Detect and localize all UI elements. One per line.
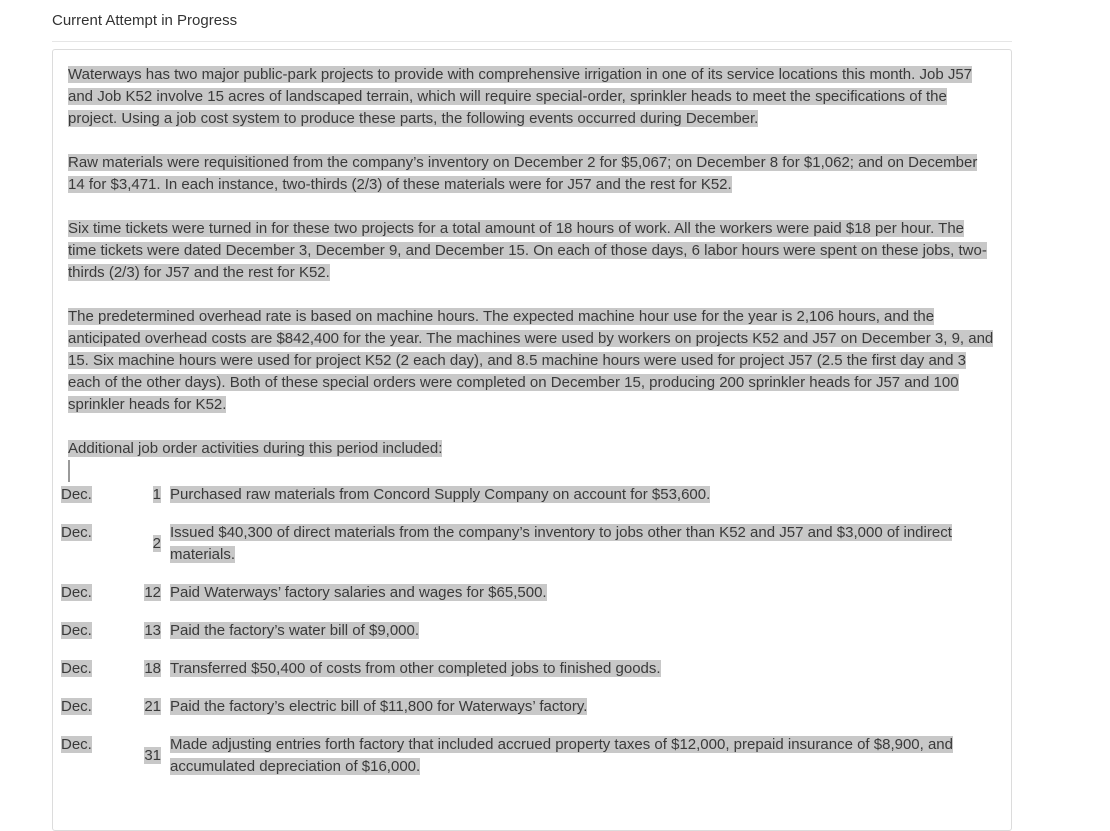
activity-month: Dec.	[61, 584, 92, 601]
problem-paragraph	[68, 218, 996, 284]
activity-month: Dec.	[61, 622, 92, 639]
table-row	[61, 658, 980, 696]
activity-day: 13	[144, 622, 161, 639]
problem-paragraph	[68, 306, 996, 416]
activity-description: Paid the factory’s water bill of $9,000.	[170, 622, 420, 639]
activity-month: Dec.	[61, 486, 92, 503]
paragraph-text: The predetermined overhead rate is based on machine hours. The expected machine hour use for the year is 2,106 hours, and the anticipated overhead costs are $842,400 for the year. The machines were used by workers on projects K52 and J57 on December 3, 9, and 15. Six machine hours were used for project K52 (2 each day), and 8.5 machine hours were used for project J57 (2.5 the first day and 3 each of the other days). Both of these special orders were completed on December 15, producing 200 sprinkler heads for J57 and 100 sprinkler heads for K52.	[68, 308, 994, 413]
activity-day: 18	[144, 660, 161, 677]
problem-text[interactable]	[68, 64, 996, 482]
activity-month: Dec.	[61, 660, 92, 677]
page-header	[52, 0, 1012, 42]
activity-month: Dec.	[61, 524, 92, 541]
activity-description: Paid the factory’s electric bill of $11,800 for Waterways’ factory.	[170, 698, 588, 715]
table-row	[61, 696, 980, 734]
problem-paragraph	[68, 438, 996, 460]
activity-description: Made adjusting entries forth factory that included accrued property taxes of $12,000, prepaid insurance of $8,900, and accumulated depreciation of $16,000.	[170, 736, 953, 775]
paragraph-text: Additional job order activities during this period included:	[68, 440, 443, 457]
paragraph-text: Waterways has two major public-park projects to provide with comprehensive irrigation in one of its service locations this month. Job J57 and Job K52 involve 15 acres of landscaped terrain, which will require special-order, sprinkler heads to meet the specifications of the project. Using a job cost system to produce these parts, the following events occurred during December.	[68, 66, 973, 127]
activity-day: 1	[152, 486, 161, 503]
activity-month: Dec.	[61, 698, 92, 715]
activity-day: 21	[144, 698, 161, 715]
activity-month: Dec.	[61, 736, 92, 753]
problem-paragraph	[68, 152, 996, 196]
paragraph-text: Six time tickets were turned in for these two projects for a total amount of 18 hours of work. All the workers were paid $18 per hour. The time tickets were dated December 3, December 9, and December 15. On each of those days, 6 labor hours were spent on these jobs, two-thirds (2/3) for J57 and the rest for K52.	[68, 220, 987, 281]
attempt-status-title: Current Attempt in Progress	[52, 12, 238, 29]
activity-description: Paid Waterways’ factory salaries and wages for $65,500.	[170, 584, 547, 601]
table-row	[61, 522, 980, 582]
table-row	[61, 582, 980, 620]
activity-description: Purchased raw materials from Concord Supply Company on account for $53,600.	[170, 486, 711, 503]
activities-table	[61, 484, 980, 794]
activity-day: 31	[144, 747, 161, 764]
paragraph-text: Raw materials were requisitioned from the company’s inventory on December 2 for $5,067; on December 8 for $1,062; and on December 14 for $3,471. In each instance, two-thirds (2/3) of these materials were for J57 and the rest for K52.	[68, 154, 978, 193]
table-row	[61, 734, 980, 794]
table-row	[61, 620, 980, 658]
activity-day: 2	[152, 535, 161, 552]
problem-paragraph	[68, 64, 996, 130]
table-row	[61, 484, 980, 522]
problem-panel	[52, 49, 1012, 831]
activity-description: Transferred $50,400 of costs from other completed jobs to finished goods.	[170, 660, 661, 677]
activity-description: Issued $40,300 of direct materials from the company’s inventory to jobs other than K52 and J57 and $3,000 of indirect materials.	[170, 524, 952, 563]
selection-caret	[68, 460, 70, 482]
activity-day: 12	[144, 584, 161, 601]
